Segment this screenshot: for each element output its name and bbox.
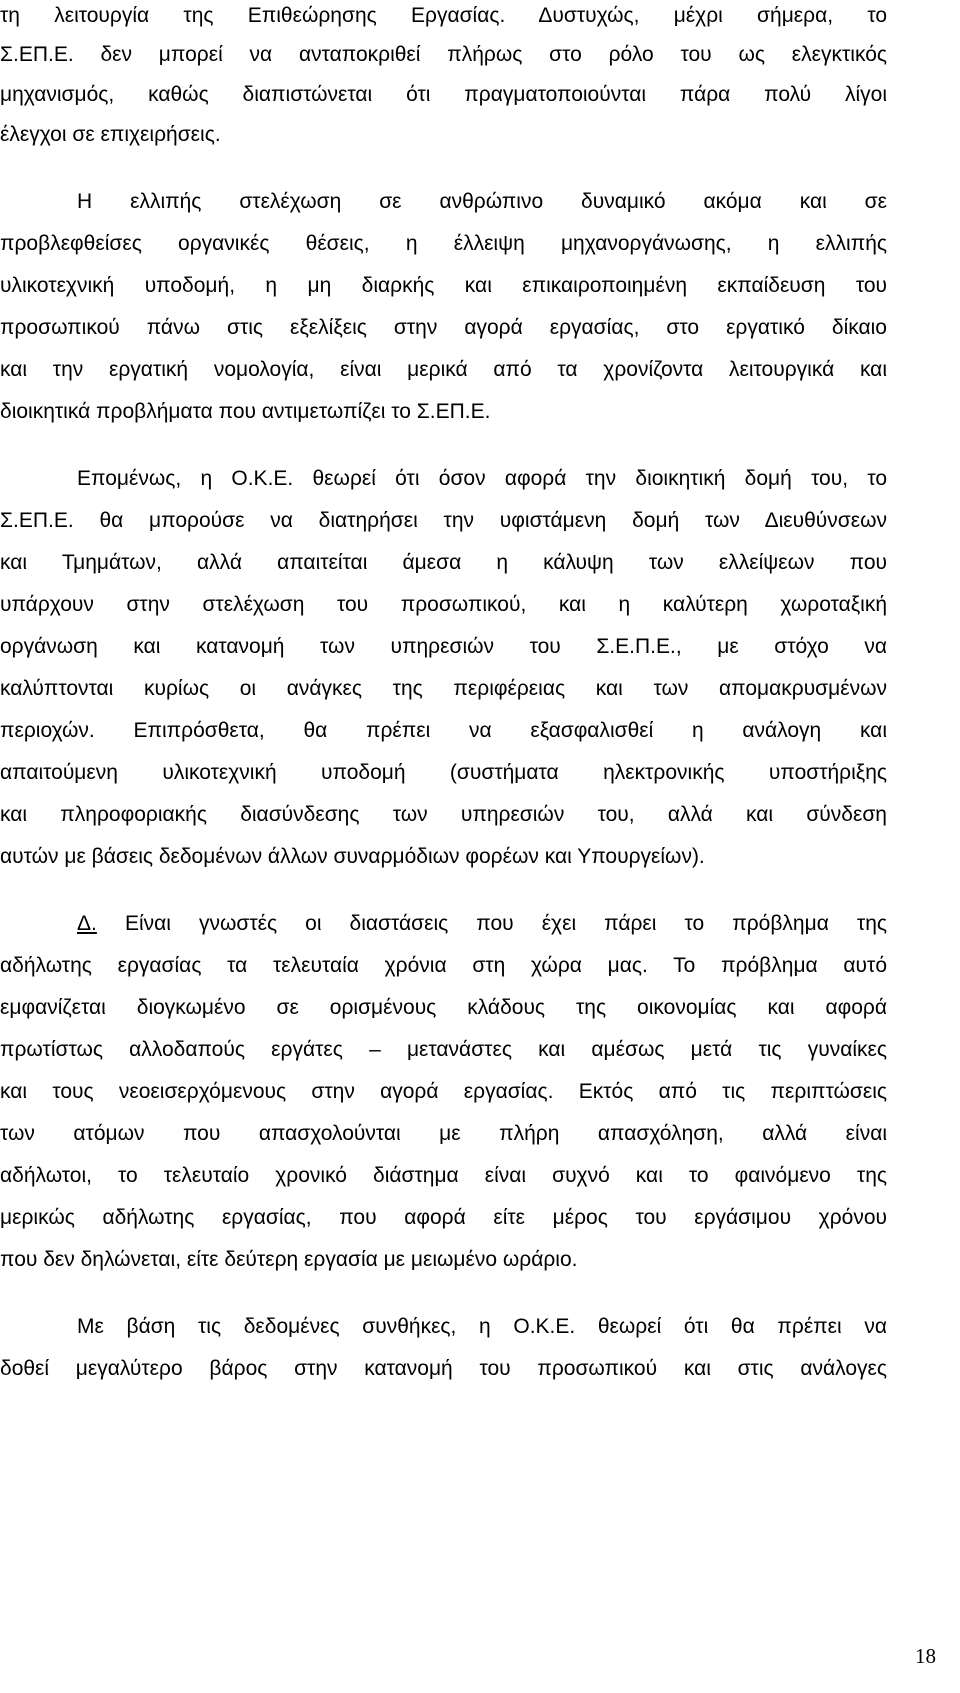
text-line: τη λειτουργία της Επιθεώρησης Εργασίας. Δυστυχώς, μέχρι σήμερα, το: [0, 4, 887, 27]
text-line: και πληροφοριακής διασύνδεσης των υπηρεσιών του, αλλά και σύνδεση: [0, 803, 887, 826]
section-marker: Δ.: [77, 912, 97, 935]
section-text: Είναι γνωστές οι διαστάσεις που έχει πάρει το πρόβλημα της: [124, 912, 887, 935]
paragraph-first-line: Επομένως, η Ο.Κ.Ε. θεωρεί ότι όσον αφορά την διοικητική δομή του, το: [77, 467, 887, 490]
text-line: προβλεφθείσες οργανικές θέσεις, η έλλειψη μηχανοργάνωσης, η ελλιπής: [0, 232, 887, 255]
text-line: και τους νεοεισερχόμενους στην αγορά εργασίας. Εκτός από τις περιπτώσεις: [0, 1080, 887, 1103]
text-line: Σ.ΕΠ.Ε. θα μπορούσε να διατηρήσει την υφιστάμενη δομή των Διευθύνσεων: [0, 509, 887, 532]
text-line: έλεγχοι σε επιχειρήσεις.: [0, 123, 221, 146]
text-line: πρωτίστως αλλοδαπούς εργάτες – μετανάστες και αμέσως μετά τις γυναίκες: [0, 1038, 887, 1061]
text-line: μηχανισμός, καθώς διαπιστώνεται ότι πραγματοποιούνται πάρα πολύ λίγοι: [0, 83, 887, 106]
text-line: υλικοτεχνική υποδομή, η μη διαρκής και επικαιροποιημένη εκπαίδευση του: [0, 274, 887, 297]
text-line: εμφανίζεται διογκωμένο σε ορισμένους κλάδους της οικονομίας και αφορά: [0, 996, 887, 1019]
section-heading-line: [77, 910, 887, 938]
text-line: οργάνωση και κατανομή των υπηρεσιών του Σ.Ε.Π.Ε., με στόχο να: [0, 635, 887, 658]
text-line: και Τμημάτων, αλλά απαιτείται άμεσα η κάλυψη των ελλείψεων που: [0, 551, 887, 574]
text-line: Σ.ΕΠ.Ε. δεν μπορεί να ανταποκριθεί πλήρως στο ρόλο του ως ελεγκτικός: [0, 43, 887, 66]
text-line: καλύπτονται κυρίως οι ανάγκες της περιφέρειας και των απομακρυσμένων: [0, 677, 887, 700]
text-line: των ατόμων που απασχολούνται με πλήρη απασχόληση, αλλά είναι: [0, 1122, 887, 1145]
paragraph-first-line: Η ελλιπής στελέχωση σε ανθρώπινο δυναμικό ακόμα και σε: [77, 190, 887, 213]
text-line: προσωπικού πάνω στις εξελίξεις στην αγορά εργασίας, στο εργατικό δίκαιο: [0, 316, 887, 339]
text-line: υπάρχουν στην στελέχωση του προσωπικού, και η καλύτερη χωροταξική: [0, 593, 887, 616]
text-line: διοικητικά προβλήματα που αντιμετωπίζει το Σ.ΕΠ.Ε.: [0, 400, 491, 423]
text-line: αδήλωτοι, το τελευταίο χρονικό διάστημα είναι συχνό και το φαινόμενο της: [0, 1164, 887, 1187]
text-line: και την εργατική νομολογία, είναι μερικά από τα χρονίζοντα λειτουργικά και: [0, 358, 887, 381]
text-line: μερικώς αδήλωτης εργασίας, που αφορά είτε μέρος του εργάσιμου χρόνου: [0, 1206, 887, 1229]
page-number: 18: [915, 1644, 936, 1668]
paragraph-first-line: Με βάση τις δεδομένες συνθήκες, η Ο.Κ.Ε. θεωρεί ότι θα πρέπει να: [77, 1315, 887, 1338]
text-line: δοθεί μεγαλύτερο βάρος στην κατανομή του προσωπικού και στις ανάλογες: [0, 1357, 887, 1380]
text-line: που δεν δηλώνεται, είτε δεύτερη εργασία με μειωμένο ωράριο.: [0, 1248, 578, 1271]
text-line: αυτών με βάσεις δεδομένων άλλων συναρμόδιων φορέων και Υπουργείων).: [0, 845, 705, 868]
text-line: περιοχών. Επιπρόσθετα, θα πρέπει να εξασφαλισθεί η ανάλογη και: [0, 719, 887, 742]
text-line: απαιτούμενη υλικοτεχνική υποδομή (συστήματα ηλεκτρονικής υποστήριξης: [0, 761, 887, 784]
text-line: αδήλωτης εργασίας τα τελευταία χρόνια στη χώρα μας. Το πρόβλημα αυτό: [0, 954, 887, 977]
